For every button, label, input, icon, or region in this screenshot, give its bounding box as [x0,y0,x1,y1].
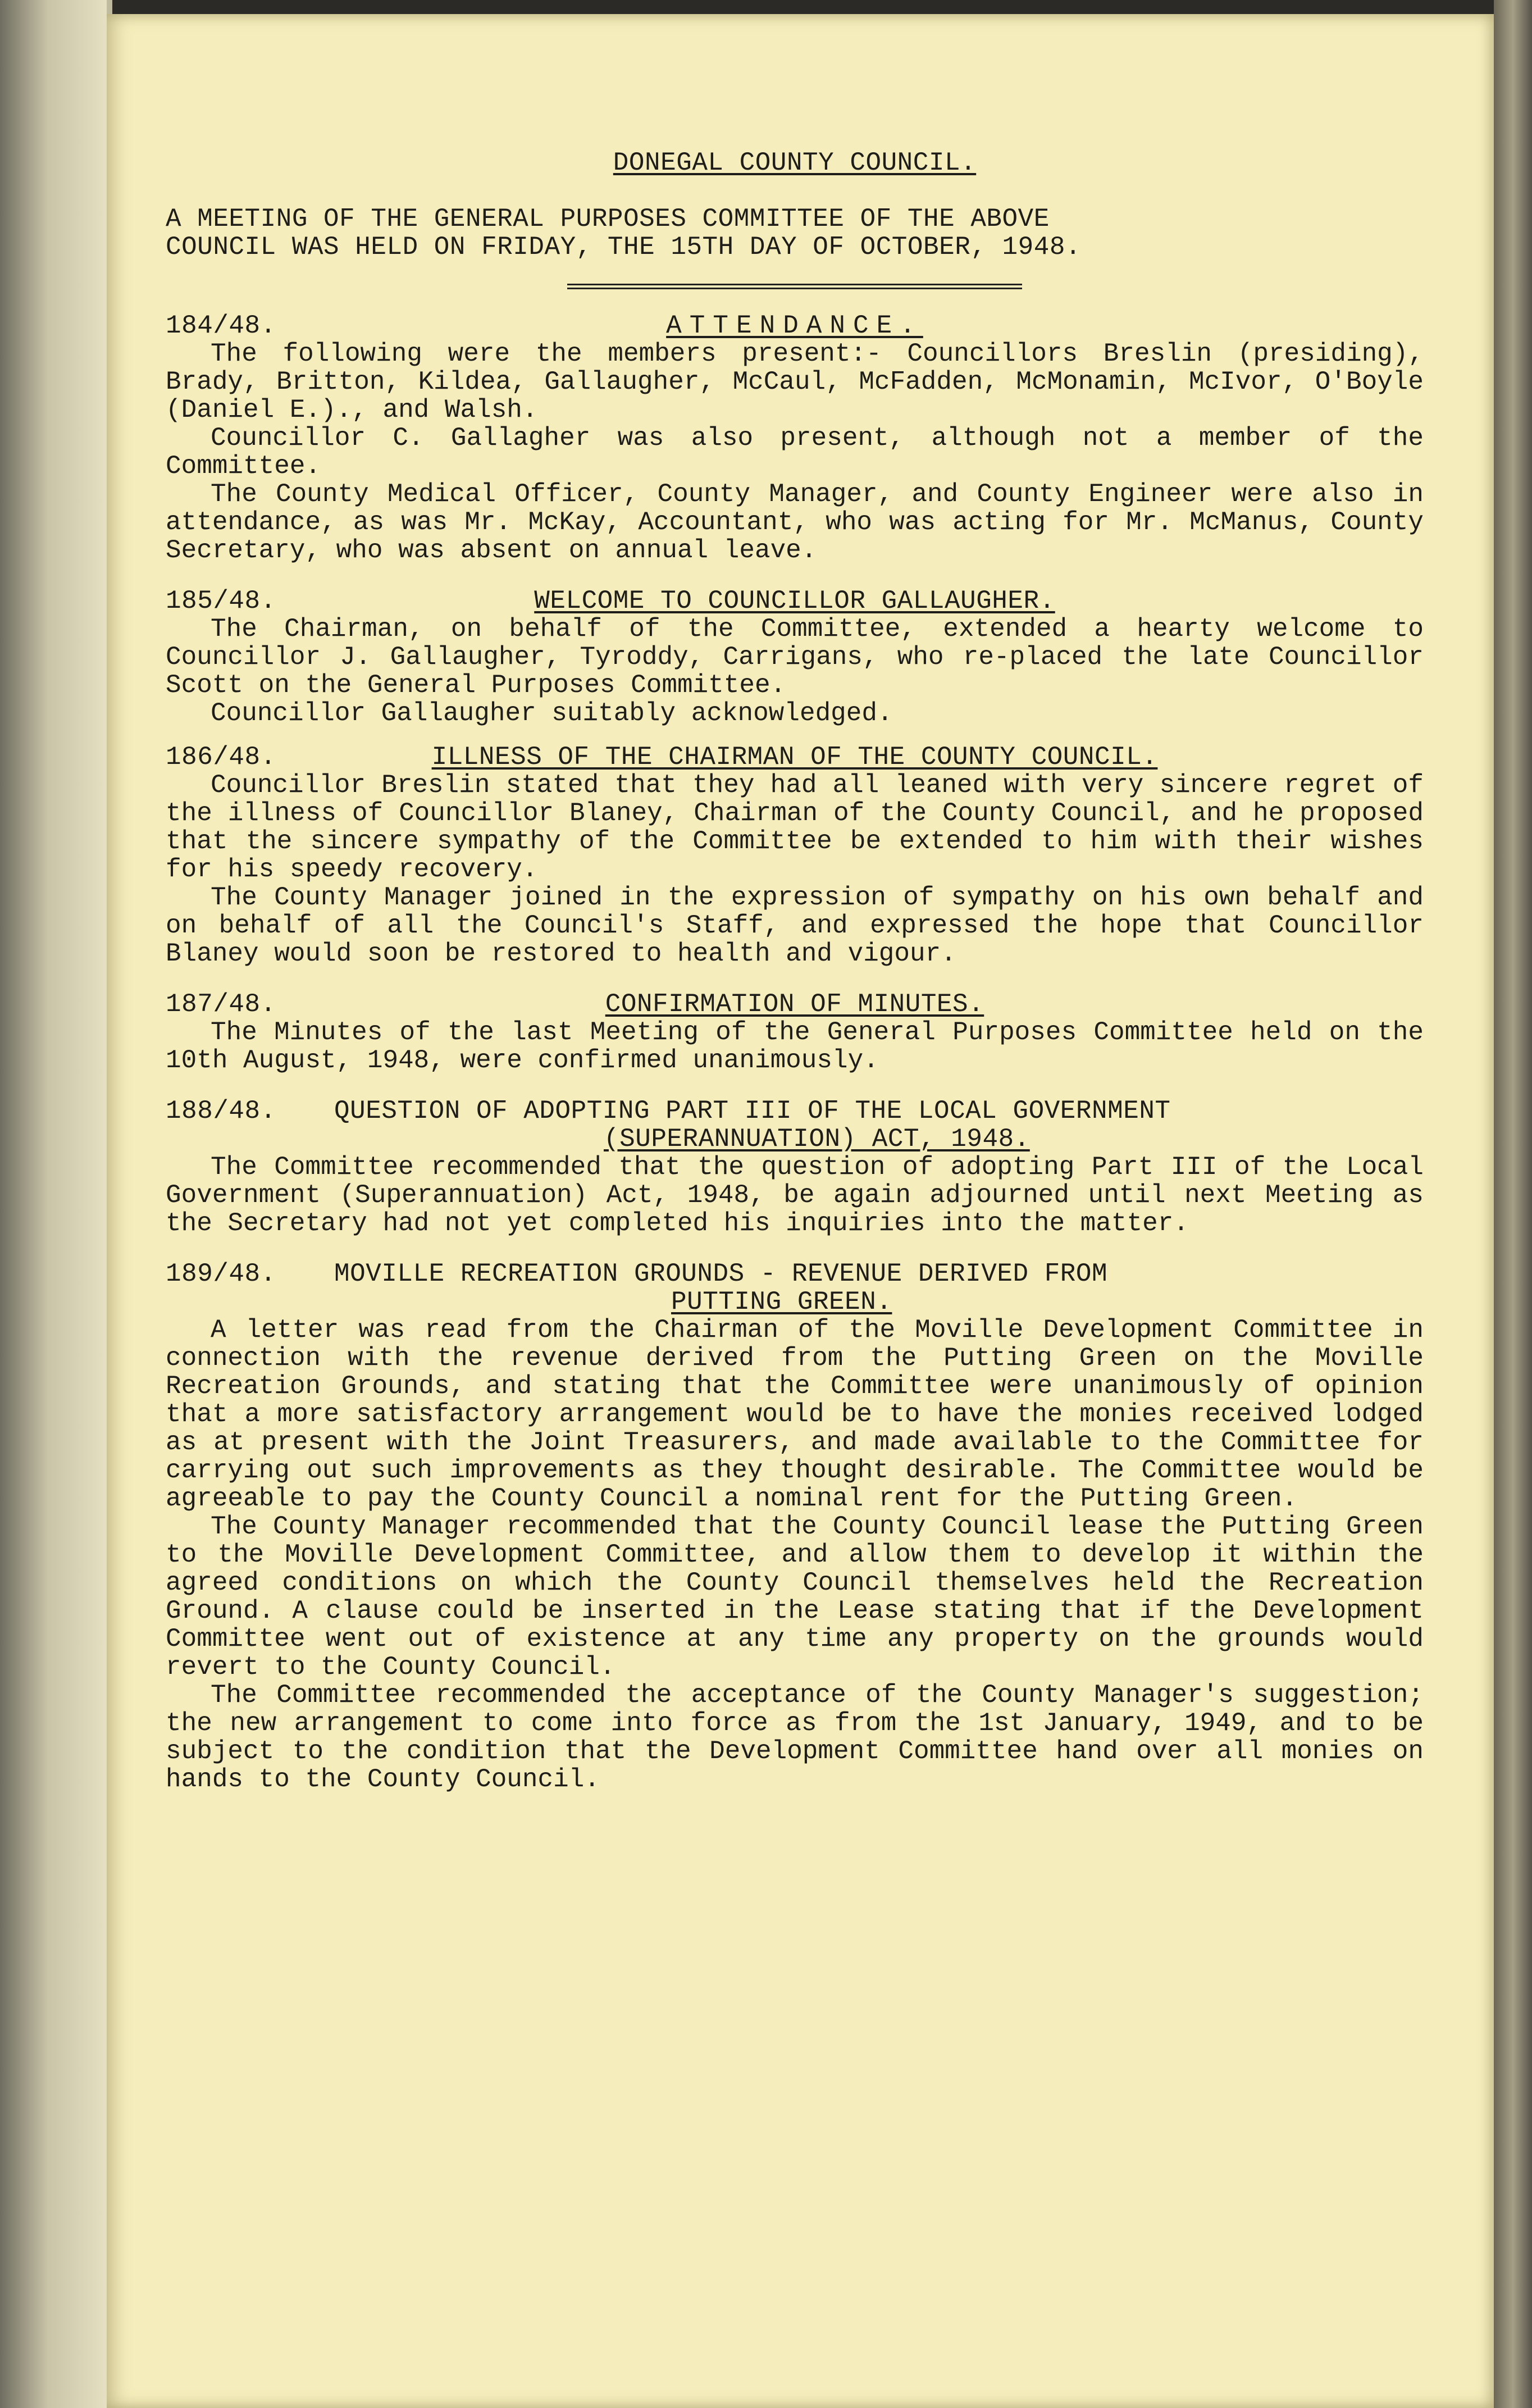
section-185-para-2: Councillor Gallaugher suitably acknowledged. [211,699,893,728]
document-page [107,14,1494,2408]
section-186-para-1: Councillor Breslin stated that they had all leaned with very sincere regret of the illness of Councillor Blaney, Chairman of the County Council, and he proposed that the sincere sympathy of the Committee be extended to him with their wishes for his speedy recovery. [166,771,1424,884]
section-187-header [166,990,1424,1018]
minutes-document [166,149,1424,1794]
section-185-header [166,587,1424,615]
section-title: MOVILLE RECREATION GROUNDS - REVENUE DERIVED FROM [334,1259,1108,1289]
section-title: ATTENDANCE. [666,311,923,340]
minute-number: 188/48. [166,1096,276,1126]
section-title: QUESTION OF ADOPTING PART III OF THE LOCAL GOVERNMENT [334,1096,1171,1126]
section-184-para-1: The following were the members present:- Councillors Breslin (presiding), Brady, Britton, Kildea, Gallaugher, McCaul, McFadden, McMonamin, McIvor, O'Boyle (Daniel E.)., and Walsh. [166,339,1424,425]
section-188-title-cont: (SUPERANNUATION) ACT, 1948. [604,1125,1030,1154]
section-189-para-2: The County Manager recommended that the County Council lease the Putting Green to the Moville Development Committee, and allow them to develop it within the agreed conditions on which the County Council themselves held the Recreation Ground. A clause could be inserted in the Lease stating that if the Development Committee went out of existence at any time any property on the grounds would revert to the County Council. [166,1512,1424,1682]
section-title: CONFIRMATION OF MINUTES. [605,990,984,1019]
minute-number: 187/48. [166,990,276,1019]
minute-number: 185/48. [166,586,276,616]
section-184-para-2: Councillor C. Gallagher was also present, although not a member of the Committee. [166,424,1424,481]
section-184-header [166,312,1424,340]
section-title: WELCOME TO COUNCILLOR GALLAUGHER. [534,586,1055,616]
intro-line-2: COUNCIL WAS HELD ON FRIDAY, THE 15TH DAY OF OCTOBER, 1948. [166,233,1082,262]
council-title: DONEGAL COUNTY COUNCIL. [613,148,977,177]
minute-number: 184/48. [166,311,276,340]
intro-line-1: A MEETING OF THE GENERAL PURPOSES COMMITTEE OF THE ABOVE [166,204,1050,234]
section-185-para-1: The Chairman, on behalf of the Committee, extended a hearty welcome to Councillor J. Gallaugher, Tyroddy, Carrigans, who re-placed the late Councillor Scott on the General Purposes Committee. [166,614,1424,700]
section-187-para-1: The Minutes of the last Meeting of the General Purposes Committee held on the 10th August, 1948, were confirmed unanimously. [166,1018,1424,1075]
section-189-header [166,1260,1424,1288]
section-184-para-3: The County Medical Officer, County Manager, and County Engineer were also in attendance, as was Mr. McKay, Accountant, who was acting for Mr. McManus, County Secretary, who was absent on annual leave. [166,480,1424,565]
section-189-para-3: The Committee recommended the acceptance of the County Manager's suggestion; the new arrangement to come into force as from the 1st January, 1949, and to be subject to the condition that the Development Committee hand over all monies on hands to the County Council. [166,1681,1424,1794]
section-title: ILLNESS OF THE CHAIRMAN OF THE COUNTY COUNCIL. [431,743,1158,772]
minute-number: 186/48. [166,743,276,772]
double-rule [567,284,1022,289]
section-188-para-1: The Committee recommended that the question of adopting Part III of the Local Government (Superannuation) Act, 1948, be again adjourned until next Meeting as the Secretary had not yet completed his inquiries into the matter. [166,1153,1424,1238]
section-189-para-1: A letter was read from the Chairman of the Moville Development Committee in connection with the revenue derived from the Putting Green on the Moville Recreation Grounds, and stating that the Committee were unanimously of opinion that a more satisfactory arrangement would be to have the monies received lodged as at present with the Joint Treasurers, and made available to the Committee for carrying out such improvements as they thought desirable. The Committee would be agreeable to pay the County Council a nominal rent for the Putting Green. [166,1315,1424,1513]
section-189-title-cont: PUTTING GREEN. [671,1287,892,1317]
book-page-edges [1494,0,1532,2408]
section-186-para-2: The County Manager joined in the expression of sympathy on his own behalf and on behalf of all the Council's Staff, and expressed the hope that Councillor Blaney would soon be restored to health and vigour. [166,883,1424,968]
minute-number: 189/48. [166,1259,276,1289]
section-186-header [166,743,1424,771]
section-188-header [166,1097,1424,1125]
previous-page-edge [0,0,107,2408]
